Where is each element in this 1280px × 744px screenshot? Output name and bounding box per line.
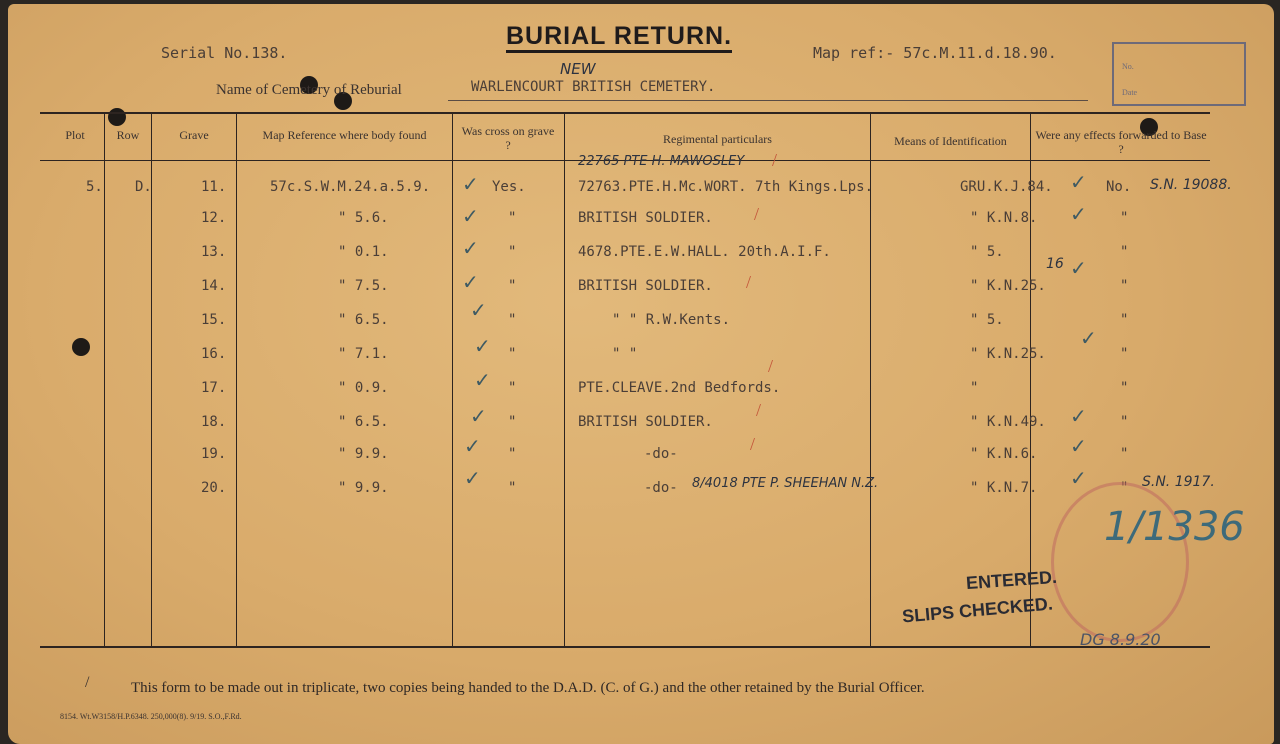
effects-cell: " [1120,414,1129,430]
burial-return-form [8,4,1274,744]
check-mark: ✓ [1070,404,1087,428]
red-slash-mark: / [750,434,756,454]
map-cell: " 6.5. [338,414,389,430]
handwritten-note: S.N. 19088. [1150,177,1232,193]
identification-cell: " K.N.49. [970,414,1046,430]
name-underline [448,100,1088,101]
cross-cell: " [508,346,517,362]
regimental-cell: BRITISH SOLDIER. [578,414,713,430]
red-slash-mark: / [772,150,778,170]
check-mark: ✓ [1070,202,1087,226]
effects-cell: " [1120,480,1129,496]
regimental-cell: PTE.CLEAVE.2nd Bedfords. [578,380,781,396]
cross-cell: " [508,446,517,462]
cross-cell: " [508,244,517,260]
map-cell: 57c.S.W.M.24.a.5.9. [270,179,431,195]
cross-cell: Yes. [492,179,526,195]
footer-mark: / [85,674,90,691]
check-mark: ✓ [474,368,491,392]
cross-cell: " [508,480,517,496]
grave-cell: 15. [201,312,227,328]
header-grave: Grave [179,128,209,142]
handwritten-note: 16 [1046,256,1064,272]
grave-cell: 14. [201,278,227,294]
column-divider [564,114,565,646]
initials-date: DG 8.9.20 [1080,630,1161,649]
red-slash-mark: / [756,400,762,420]
red-slash-mark: / [746,272,752,292]
regimental-cell: -do- [644,480,678,496]
check-mark: ✓ [474,334,491,358]
map-cell: " 9.9. [338,446,389,462]
check-mark: ✓ [470,298,487,322]
header-cross: Was cross on grave ? [461,124,555,152]
cross-cell: " [508,380,517,396]
identification-cell: " K.N.6. [970,446,1038,462]
stamp-no-label: No. [1122,62,1134,71]
identification-cell: " K.N.25. [970,278,1046,294]
identification-cell: " 5. [970,312,1004,328]
regimental-cell: 72763.PTE.H.Mc.WORT. 7th Kings.Lps. [578,179,874,195]
map-reference: Map ref:- 57c.M.11.d.18.90. [813,44,1057,62]
punch-hole [108,108,126,126]
check-mark: ✓ [464,466,481,490]
header-row: Row [116,128,140,142]
map-cell: " 0.9. [338,380,389,396]
check-mark: ✓ [1080,326,1097,350]
check-mark: ✓ [1070,466,1087,490]
check-mark: ✓ [1070,434,1087,458]
regimental-cell: BRITISH SOLDIER. [578,210,713,226]
table-bottom-rule [40,646,1210,648]
handwritten-note: S.N. 1917. [1142,474,1215,490]
check-mark: ✓ [462,172,479,196]
map-cell: " 5.6. [338,210,389,226]
map-cell: " 7.5. [338,278,389,294]
office-stamp-box [1112,42,1246,106]
grave-cell: 17. [201,380,227,396]
regimental-cell: " " R.W.Kents. [612,312,731,328]
cemetery-name: WARLENCOURT BRITISH CEMETERY. [471,79,716,95]
handwritten-correction: 8/4018 PTE P. SHEEHAN N.Z. [692,476,879,491]
regimental-cell: -do- [644,446,678,462]
effects-cell: " [1120,210,1129,226]
effects-cell: " [1120,312,1129,328]
column-divider [104,114,105,646]
check-mark: ✓ [470,404,487,428]
new-annotation: NEW [560,60,596,78]
check-mark: ✓ [462,236,479,260]
red-slash-mark: / [754,204,760,224]
identification-cell: " K.N.7. [970,480,1038,496]
header-regimental: Regimental particulars [663,132,772,146]
grave-cell: 18. [201,414,227,430]
check-mark: ✓ [462,270,479,294]
identification-cell: GRU.K.J.84. [960,179,1053,195]
header-map-reference: Map Reference where body found [262,128,427,142]
map-cell: " 6.5. [338,312,389,328]
cross-cell: " [508,278,517,294]
header-plot: Plot [65,128,85,142]
regimental-cell: BRITISH SOLDIER. [578,278,713,294]
serial-number: Serial No.138. [161,44,288,62]
effects-cell: " [1120,244,1129,260]
grave-cell: 19. [201,446,227,462]
plot-cell: 5. [86,179,103,195]
map-cell: " 7.1. [338,346,389,362]
cross-cell: " [508,312,517,328]
effects-cell: " [1120,278,1129,294]
footer-instruction: This form to be made out in triplicate, two copies being handed to the D.A.D. (C. of G.) and the other retained by the Burial Officer. [131,680,925,696]
header-identification: Means of Identification [894,134,1007,148]
column-divider [236,114,237,646]
form-title: BURIAL RETURN. [506,22,732,53]
grave-cell: 16. [201,346,227,362]
regimental-cell: " " [612,346,638,362]
effects-cell: " [1120,346,1129,362]
effects-cell: " [1120,380,1129,396]
slips-checked-stamp: SLIPS CHECKED. [901,593,1054,627]
table-top-rule [40,112,1210,114]
regimental-cell: 4678.PTE.E.W.HALL. 20th.A.I.F. [578,244,831,260]
effects-cell: " [1120,446,1129,462]
cemetery-label: Name of Cemetery of Reburial [216,82,402,98]
blue-pencil-number: 1/1336 [1104,504,1245,550]
column-divider [452,114,453,646]
cross-cell: " [508,414,517,430]
stamp-date-label: Date [1122,88,1138,97]
grave-cell: 13. [201,244,227,260]
grave-cell: 11. [201,179,227,195]
identification-cell: " K.N.25. [970,346,1046,362]
red-slash-mark: / [768,356,774,376]
header-effects: Were any effects forwarded to Base ? [1035,128,1207,156]
grave-cell: 20. [201,480,227,496]
entered-stamp: ENTERED. [965,566,1058,594]
printer-imprint: 8154. Wt.W3158/H.P.6348. 250,000(8). 9/19. S.O.,F.Rd. [60,712,242,721]
grave-cell: 12. [201,210,227,226]
check-mark: ✓ [462,204,479,228]
identification-cell: " 5. [970,244,1004,260]
identification-cell: " K.N.8. [970,210,1038,226]
check-mark: ✓ [1070,256,1087,280]
map-cell: " 9.9. [338,480,389,496]
effects-cell: No. [1106,179,1132,195]
check-mark: ✓ [464,434,481,458]
punch-hole [72,338,90,356]
cross-cell: " [508,210,517,226]
identification-cell: " [970,380,979,396]
handwritten-correction: 22765 PTE H. MAWOSLEY [578,154,745,169]
row-cell: D. [135,179,152,195]
map-cell: " 0.1. [338,244,389,260]
check-mark: ✓ [1070,170,1087,194]
